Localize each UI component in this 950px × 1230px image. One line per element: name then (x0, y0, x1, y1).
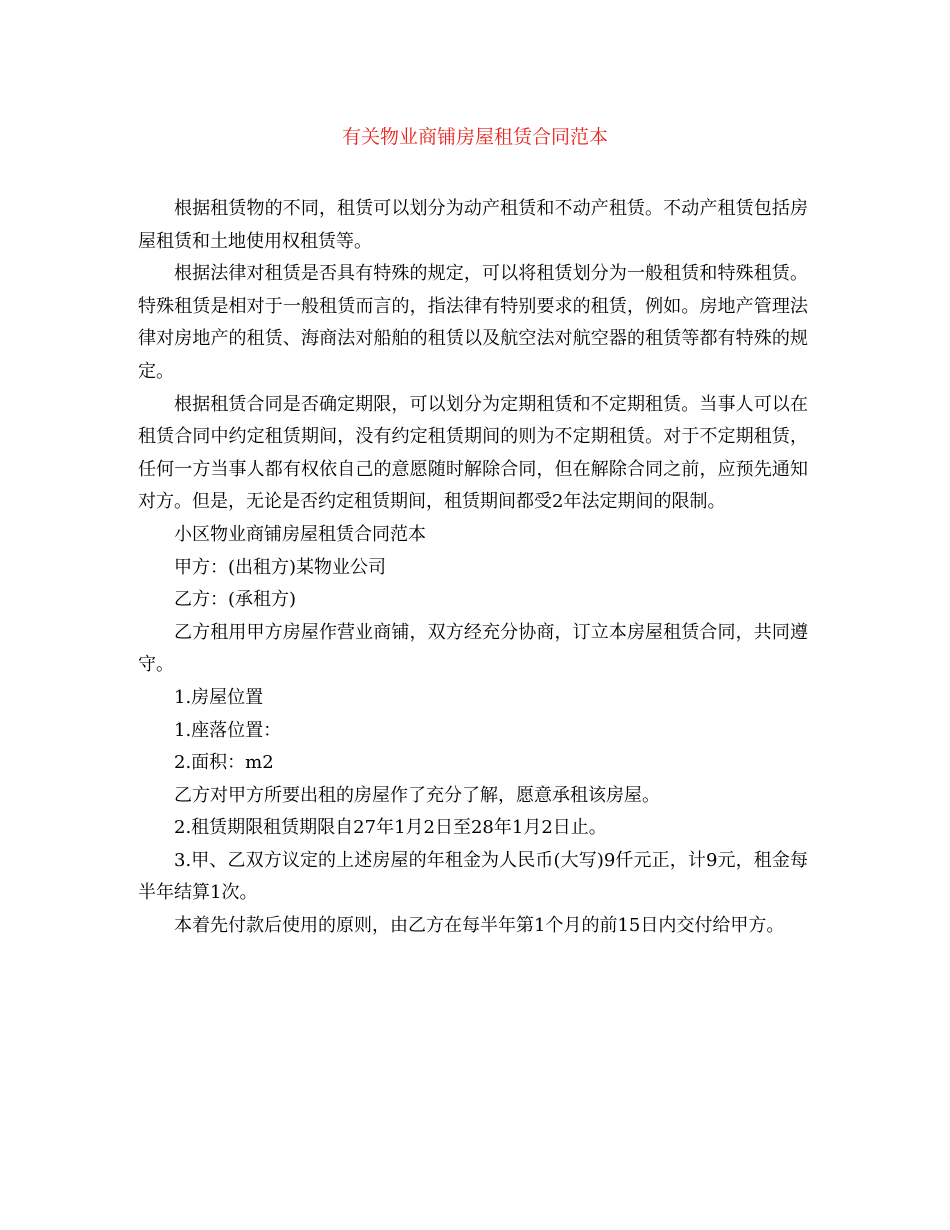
paragraph: 1.房屋位置 (174, 686, 264, 708)
paragraph: 根据法律对租赁是否具有特殊的规定，可以将租赁划分为一般租赁和特殊租赁。特殊租赁是相对于一般租赁而言的，指法律有特别要求的租赁，例如。房地产管理法律对房地产的租赁、海商法对船舶的租赁以及航空法对航空器的租赁等都有特殊的规定。 (138, 263, 808, 382)
paragraph: 2.租赁期限租赁期限自27年1月2日至28年1月2日止。 (174, 817, 607, 839)
paragraph: 小区物业商铺房屋租赁合同范本 (174, 523, 426, 545)
paragraph: 1.座落位置： (174, 719, 282, 741)
paragraph: 根据租赁物的不同，租赁可以划分为动产租赁和不动产租赁。不动产租赁包括房屋租赁和土地使用权租赁等。 (138, 198, 808, 252)
paragraph: 乙方对甲方所要出租的房屋作了充分了解，愿意承租该房屋。 (174, 784, 660, 806)
document-body (138, 193, 808, 943)
paragraph: 2.面积：m2 (174, 752, 274, 774)
paragraph: 根据租赁合同是否确定期限，可以划分为定期租赁和不定期租赁。当事人可以在租赁合同中约定租赁期间，没有约定租赁期间的则为不定期租赁。对于不定期租赁，任何一方当事人都有权依自己的意愿随时解除合同，但在解除合同之前，应预先通知对方。但是，无论是否约定租赁期间，租赁期间都受2年法定期间的限制。 (138, 393, 808, 513)
paragraph: 乙方：(承租方) (174, 589, 297, 611)
paragraph: 甲方：(出租方)某物业公司 (174, 556, 387, 578)
paragraph: 本着先付款后使用的原则，由乙方在每半年第1个月的前15日内交付给甲方。 (174, 915, 785, 937)
document-title: 有关物业商铺房屋租赁合同范本 (341, 126, 608, 148)
paragraph: 乙方租用甲方房屋作营业商铺，双方经充分协商，订立本房屋租赁合同，共同遵守。 (138, 621, 808, 676)
paragraph: 3.甲、乙双方议定的上述房屋的年租金为人民币(大写)9仟元正，计9元，租金每半年结算1次。 (138, 849, 808, 904)
